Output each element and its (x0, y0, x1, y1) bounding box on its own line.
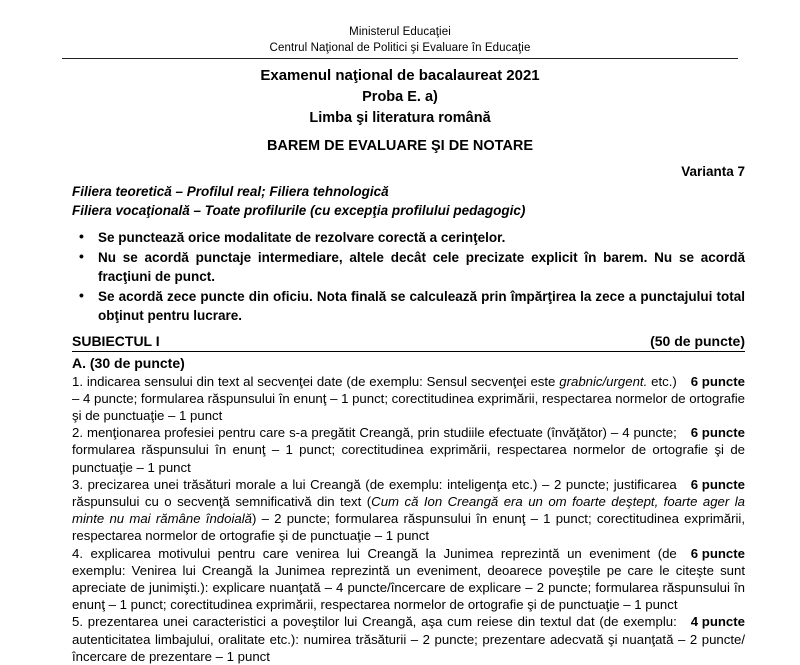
subject-heading (72, 333, 745, 352)
answer-item-2-number: 2. (72, 425, 83, 441)
answer-item-4 (72, 545, 745, 614)
answer-item-3-quote: Cum că Ion Creangă era un om foarte deştept, foarte ager la minte nu mai rămâne îndoială (72, 493, 745, 527)
exam-proba: Proba E. a) (362, 89, 438, 105)
subject-points: (50 de puncte) (650, 332, 745, 349)
answer-item-5-points: 4 puncte (690, 614, 745, 630)
document-header (0, 0, 800, 56)
answer-item-5-number: 5. (72, 614, 83, 630)
answer-item-1-points: 6 puncte (690, 373, 745, 389)
filiera-line-2: Filiera vocaţională – Toate profilurile (cu excepţia profilului pedagogic) (72, 203, 526, 218)
ministry-line-1: Ministerul Educaţiei (349, 26, 451, 38)
answer-item-3-text-a: precizarea unei trăsături morale a lui Creangă (de exemplu: inteligenţa etc.) – 2 puncte; justificarea răspunsului cu o secvenţă semnificativă din text ( (72, 476, 677, 509)
ministry-line-2: Centrul Naţional de Politici şi Evaluare în Educaţie (269, 42, 531, 54)
answer-item-1-text-a: indicarea sensului din text al secvenţei date (de exemplu: Sensul secvenţei este (83, 373, 560, 389)
answer-item-1 (72, 373, 745, 425)
subject-label: SUBIECTUL I (72, 332, 160, 349)
answer-items (72, 373, 745, 665)
answer-item-5 (72, 613, 745, 665)
answer-item-4-number: 4. (72, 545, 83, 561)
exam-title: Examenul naţional de bacalaureat 2021 (260, 67, 540, 84)
answer-item-2-points: 6 puncte (690, 425, 745, 441)
list-item: • Se punctează orice modalitate de rezolvare corectă a cerinţelor. (77, 228, 745, 248)
answer-item-1-text-b: etc.) – 4 puncte; formularea răspunsului în enunţ – 1 punct; corectitudinea exprimării, respectarea normelor de ortografie şi de punctuaţie – 1 punct (72, 373, 745, 423)
answer-item-4-text-a: explicarea motivului pentru care venirea lui Creangă la Junimea reprezintă un eveniment (de exemplu: Venirea lui Creangă la Junimea reprezintă un eveniment, deoarece poveştile pe care le citeşte sunt apreciate de junimişti.): explicare nuanţată – 4 puncte/încercare de explicare – 2 puncte; formularea răspunsului în enunţ – 1 punct; corectitudinea exprimării, respectarea normelor de ortografie şi de punctuaţie – 1 punct (72, 545, 745, 613)
list-item: • Se acordă zece puncte din oficiu. Nota finală se calculează prin împărţirea la zece a punctajului total obţinut pentru lucrare. (77, 287, 745, 326)
header-divider (62, 58, 738, 59)
answer-item-3-text-b: ) – 2 puncte; formularea răspunsului în enunţ – 1 punct; corectitudinea exprimării, respectarea normelor de ortografie şi de punctuaţie – 1 punct (72, 511, 746, 544)
answer-item-2 (72, 424, 745, 476)
grading-notes-list (77, 228, 745, 326)
title-block (0, 65, 800, 157)
answer-item-3-number: 3. (72, 476, 83, 492)
list-item: • Nu se acordă punctaje intermediare, altele decât cele precizate explicit în barem. Nu se acordă fracţiuni de punct. (77, 248, 745, 287)
answer-item-4-points: 6 puncte (690, 545, 745, 561)
exam-subject: Limba şi literatura română (309, 110, 491, 126)
answer-item-1-number: 1. (72, 373, 83, 389)
answer-item-3 (72, 476, 745, 545)
answer-item-5-text-a: prezentarea unei caracteristici a poveştilor lui Creangă, aşa cum reiese din textul dat (de exemplu: autenticitatea limbajului, oralitate etc.): numirea trăsăturii – 2 puncte; prezentare adecvată şi nuanţată – 2 puncte/încercare de prezentare – 1 punct (72, 614, 745, 664)
answer-item-3-points: 6 puncte (690, 476, 745, 492)
answer-item-1-quote: grabnic/urgent. (559, 373, 648, 389)
barem-title: BAREM DE EVALUARE ŞI DE NOTARE (266, 138, 534, 154)
part-heading: A. (30 de puncte) (72, 354, 185, 371)
filiera-line-1: Filiera teoretică – Profilul real; Filiera tehnologică (72, 184, 389, 199)
answer-item-2-text-a: menţionarea profesiei pentru care s-a pregătit Creangă, prin studiile efectuate (învăţător) – 4 puncte; formularea răspunsului în enunţ – 1 punct; corectitudinea exprimării, respectarea normelor de ortografie şi de punctuaţie – 1 punct (72, 425, 745, 475)
variant-label: Varianta 7 (681, 164, 745, 179)
